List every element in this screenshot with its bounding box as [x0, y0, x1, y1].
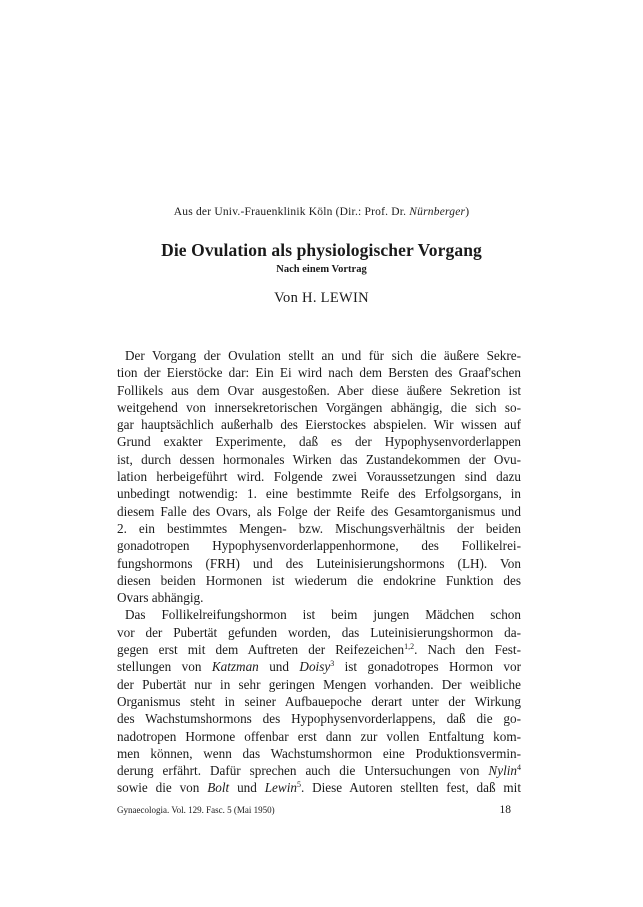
body-line: lation herbeigeführt wird. Folgende zwei Voraussetzungen sind dazu [117, 469, 521, 485]
text-run: . Nach den Fest- [414, 642, 521, 658]
body-line: nadotropen Hormone offenbar erst dann zur vollen Entfaltung kom- [117, 728, 521, 744]
body-line: gonadotropen Hypophysenvorderlappenhormone, des Follikelrei- [117, 538, 521, 554]
article-title: Die Ovulation als physiologischer Vorgang [161, 240, 482, 260]
author-name: Doisy [299, 659, 331, 675]
body-line: unbedingt notwendig: 1. eine bestimmte Reife des Erfolgsorgans, in [117, 486, 521, 502]
body-line: Organismus steht in seiner Aufbauepoche derart unter der Wirkung [117, 693, 521, 709]
body-line: tion der Eierstöcke dar: Ein Ei wird nach dem Bersten des Graaf'schen [117, 365, 521, 381]
body-line: Follikels aus dem Ovar ausgestoßen. Aber diese äußere Sekretion ist [117, 382, 521, 398]
body-line: gar hauptsächlich außerhalb des Eierstockes abspielen. Wir wissen auf [117, 417, 521, 433]
body-line: des Wachstumshormons des Hypophysenvorderlappens, daß die go- [117, 711, 521, 727]
author-name: Bolt [207, 780, 230, 796]
text-run: . Diese Autoren stellten fest, daß mit [300, 780, 521, 796]
journal-citation: Gynaecologia. Vol. 129. Fasc. 5 (Mai 1950) [117, 805, 275, 815]
affiliation-line [0, 206, 643, 218]
text-run: und [229, 780, 265, 796]
article-author: Von H. LEWIN [274, 290, 369, 306]
footnote-ref: 3 [330, 659, 335, 669]
body-line [117, 658, 521, 675]
author-name: Nylin [488, 763, 517, 779]
body-line: men können, wenn das Wachstumshormon eine Produktionsvermin- [117, 745, 521, 761]
body-line: Ovars abhängig. [117, 590, 204, 606]
affiliation-director: Nürnberger [409, 206, 466, 218]
article-subtitle: Nach einem Vortrag [276, 264, 367, 275]
footnote-ref: 5 [296, 780, 301, 790]
body-line: diesem Falle des Ovars, als Folge der Reife des Gesamtorganismus und [117, 503, 521, 519]
body-line [117, 641, 521, 658]
body-line: Das Follikelreifungshormon ist beim jungen Mädchen schon [125, 607, 521, 623]
author-name: Lewin [264, 780, 297, 796]
body-line: weitgehend von innersekretorischen Vorgängen abhängig, die sich so- [117, 399, 521, 415]
body-line: ist, durch dessen hormonales Wirken das Zustandekommen der Ovu- [117, 451, 521, 467]
affiliation-text: Aus der Univ.-Frauenklinik Köln (Dir.: Prof. Dr. [173, 206, 410, 218]
body-line: der Pubertät nur in sehr geringen Mengen vorhanden. Der weibliche [117, 676, 521, 692]
affiliation-close: ) [465, 206, 470, 218]
author-name: Katzman [211, 659, 259, 675]
text-run: derung erfährt. Dafür sprechen auch die Untersuchungen von [117, 763, 489, 779]
text-run: ist gonadotropes Hormon vor [334, 659, 521, 675]
text-run: und [258, 659, 300, 675]
body-line: Grund exakter Experimente, daß es der Hypophysenvorderlappen [117, 434, 521, 450]
body-line: vor der Pubertät gefunden worden, das Luteinisierungshormon da- [117, 624, 521, 640]
article-body [117, 347, 521, 797]
body-line [117, 779, 521, 796]
text-run: sowie die von [117, 780, 208, 796]
body-line: fungshormons (FRH) und des Luteinisierungshormons (LH). Von [117, 555, 521, 571]
body-line [117, 762, 521, 779]
footnote-ref: 4 [517, 763, 521, 773]
footnote-ref: 1,2 [404, 642, 415, 652]
text-run: gegen erst mit dem Auftreten der Reifezeichen [117, 642, 405, 658]
body-line: 2. ein bestimmtes Mengen- bzw. Mischungsverhältnis der beiden [117, 520, 521, 536]
page-number: 18 [499, 804, 511, 816]
text-run: stellungen von [117, 659, 212, 675]
page-footer [117, 804, 521, 816]
body-line: Der Vorgang der Ovulation stellt an und für sich die äußere Sekre- [125, 348, 521, 363]
body-line: diesen beiden Hormonen ist wiederum die endokrine Funktion des [117, 572, 521, 588]
